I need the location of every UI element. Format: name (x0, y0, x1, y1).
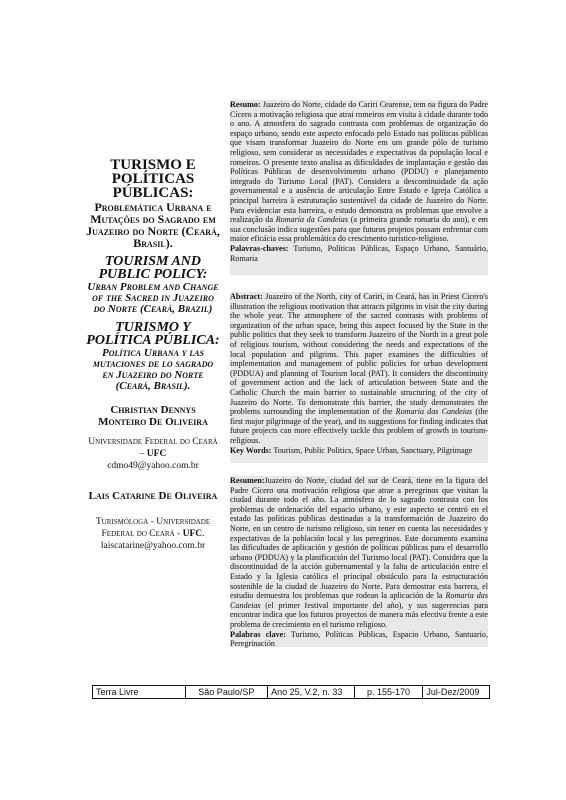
resumo-keywords: Palavras-chaves: Turismo, Políticas Públicas, Espaço Urbano, Santuário, Romaria (230, 243, 488, 263)
footer-date: Jul-Dez/2009 (426, 687, 480, 697)
abstract-text: Abstract: Juazeiro of the North, city of Cariri, in Ceará, has in Priest Cicero's illustration the religious motivation that attracts pilgrims in visit the city during the whole year. The atmosphere of the sacred contrasts with problems of organization of the urban space, being this aspect focused by the State in the public politics that they seek to transform Juazeiro of the North in a great pole of religious tourism, without considering the needs and expectations of the local population and pilgrims. This paper examines the difficulties of implementation and management of public policies for urban development (PDDUA) and planning of Tourism local (PAT). It considers the discontinuity of government action and the lack of articulation between State and the Catholic Church the main barrier to sustainable structuring of the city of Juazeiro do Norte. To demonstrate this barrier, the study demonstrates the problems surrounding the implementation of the Romaria das Candeias (the first major pilgrimage of the year), and its suggestions for finding indicates that future projects can more effectively tackle this problem of growth in tourism-religious. (230, 292, 488, 445)
email-2: laiscatarine@yahoo.com.br (100, 541, 206, 551)
footer-journal: Terra Livre (93, 686, 186, 698)
abstract-box (230, 292, 488, 463)
resumen-box (230, 476, 488, 647)
affiliation-1: Universidade Federal do Ceará – UFC (88, 437, 218, 459)
journal-footer (92, 685, 490, 699)
author-1: Christian Dennys Monteiro De Oliveira (98, 404, 208, 428)
resumen-keywords: Palabras clave: Turismo, Políticas Públicas, Espacio Urbano, Santuario, Peregrinación (230, 629, 488, 649)
resumo-text: Resumo: Juazeiro do Norte, cidade do Cariri Cearense, tem na figura do Padre Cícero a motivação religiosa que atrai romeiros em visita à cidade durante todo o ano. A atmosfera do sagrado contrasta com problemas de organização do espaço urbano, sendo este aspecto enfocado pelo Estado nas políticas públicas que visam transformar Juazeiro do Norte em um grande pólo de turismo religioso, sem considerar as necessidades e expectativas da população local e romeiros. O presente texto analisa as dificuldades de implantação e gestão das Políticas Públicas de desenvolvimento urbano (PDDU) e planejamento integrado do Turismo Local (PAT). Considera a descontinuidade da ação governamental e a ausência de articulação Entre Estado e Igreja Católica a principal barreira à estruturação sustentável da cidade de Juazeiro do Norte. Para evidenciar esta barreira, o estudo demonstra os problemas que envolve a realização da Romaria da Candeias (a primeira grande romaria do ano), e em sua conclusão indica sugestões para que futuros projetos possam enfrentar com maior eficácia essa problemática do crescimento turístico-religioso. (230, 100, 488, 244)
subtitle-en: Urban Problem and Change of the Sacred in Juazeiro do Norte (Ceará, Brazil) (87, 281, 219, 315)
footer-place: São Paulo/SP (186, 686, 269, 698)
author-2: Lais Catarine De Oliveira (88, 490, 218, 502)
title-pt: TURISMO E POLÍTICAS PÚBLICAS: (110, 157, 196, 201)
footer-pages: p. 155-170 (355, 686, 424, 698)
title-en: TOURISM AND PUBLIC POLICY: (98, 254, 208, 282)
title-es: TURISMO Y POLÍTICA PÚBLICA: (86, 320, 220, 348)
footer-volume: Ano 25, V.2, n. 33 (268, 686, 355, 698)
title-block (86, 158, 220, 552)
resumo-box (230, 100, 488, 275)
abstract-keywords: Key Words: Tourism, Public Politics, Space Urban, Sanctuary, Pilgrimage (230, 445, 473, 455)
subtitle-pt: Problemática Urbana e Mutações do Sagrado em Juazeiro do Norte (Ceará, Brasil). (86, 200, 220, 250)
subtitle-es: Política Urbana y las mutaciones de lo sagrado en Juazeiro do Norte (Ceará, Brasil). (92, 347, 214, 392)
email-1: cdmo49@yahoo.com.br (107, 461, 199, 471)
resumen-text: Resumen:Juazeiro do Norte, ciudad del sur de Ceará, tiene en la figura del Padre Cícero una motivación religiosa que atrae a peregrinos que visitan la ciudad durante todo el año. La atmósfera de lo sagrado contrasta con los problemas de ordenación del espacio urbano, y este aspecto se centró en el estado las políticas públicas destinadas a la transformación de Juazeiro do Norte, en un centro de turismo religioso, sin tener en cuenta las necesidades y expectativas de la población local y los peregrinos. Este documento examina las dificultades de aplicación y gestión de políticas públicas para el desarrollo urbano (PDDUA) y la planificación del Turismo local (PAT). Considera que la discontinuidad de la acción gubernamental y la falta de articulación entre el Estado y la Iglesia católica el principal obstáculo para la estructuración sostenible de la ciudad de Juazeiro do Norte. Para demostrar esta barrera, el estudio demuestra los problemas que rodean la aplicación de la Romaria das Candeias (el primer festival importante del año), y sus sugerencias para encontrar indica que los futuros proyectos de manera más efectiva frente a este problema de crecimiento en el turismo religioso. (230, 476, 488, 629)
affiliation-2: Turismóloga - Universidade Federal do Ceará - UFC. (95, 517, 211, 539)
